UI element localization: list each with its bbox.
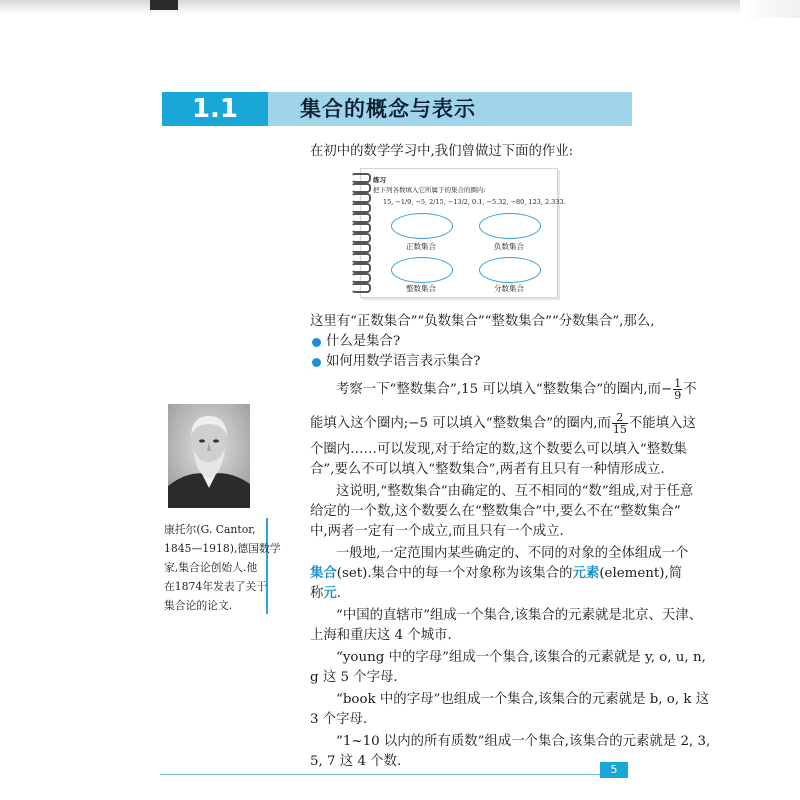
fraction-numerator: 2: [612, 412, 628, 424]
question-1: 什么是集合?: [326, 334, 401, 349]
text-line: g 这 5 个字母.: [310, 670, 398, 685]
fraction-denominator: 15: [612, 423, 627, 436]
text-segment: (element),简: [599, 566, 683, 581]
keyword-set: 集合: [310, 566, 337, 581]
text-segment: 能填入这个圈内;−5 可以填入“整数集合”的圈内,而: [310, 416, 611, 431]
text-line: 上海和重庆这 4 个城市.: [310, 628, 452, 643]
text-line: [310, 412, 696, 435]
sidebar-line: 1845—1918),德国数学: [164, 542, 281, 555]
fraction-neg-one-ninth: [673, 378, 682, 401]
page-number: 5: [600, 762, 628, 778]
text-line: 合”,要么不可以填入“整数集合”,两者有且只有一种情形成立.: [310, 462, 665, 477]
spiral-ring: [351, 233, 371, 243]
bullet-icon: [312, 338, 321, 347]
spiral-ring: [351, 213, 371, 223]
page-top-shadow: [0, 0, 800, 14]
sidebar-line: 集合论的论文.: [164, 599, 233, 612]
portrait-drawing: [168, 404, 250, 508]
text-line: “1~10 以内的所有质数”组成一个集合,该集合的元素就是 2, 3,: [336, 734, 711, 749]
text-segment: 不能填入这: [628, 416, 696, 431]
sidebar-line: 在1874年发表了关于: [164, 580, 268, 593]
bullet-icon: [312, 358, 321, 367]
text-line: 这里有“正数集合”“负数集合”“整数集合”“分数集合”,那么,: [310, 314, 655, 329]
negative-set-oval: [479, 213, 541, 239]
spiral-ring: [351, 193, 371, 203]
positive-set-oval: [391, 213, 453, 239]
spiral-ring: [351, 223, 371, 233]
text-line: [310, 584, 341, 604]
fraction-denominator: 9: [674, 389, 682, 402]
text-segment: 不: [683, 382, 697, 397]
fraction-numerator: 1: [674, 377, 682, 390]
exercise-numbers: 15, −1/9, −5, 2/15, −13/2, 0.1, −5.32, −80, 123, 2.333.: [383, 198, 566, 206]
fraction-two-fifteenths: [612, 412, 628, 435]
positive-set-label: 正数集合: [406, 242, 436, 251]
exercise-notebook: [360, 168, 566, 298]
minus-sign: −: [661, 382, 673, 397]
page-corner-mark: [150, 0, 178, 10]
section-title: 集合的概念与表示: [300, 97, 476, 121]
text-line: [310, 564, 682, 584]
text-line: “young 中的字母”组成一个集合,该集合的元素就是 y, o, u, n,: [336, 650, 706, 665]
text-line: 给定的一个数,这个数要么在“整数集合”中,要么不在“整数集合”: [310, 504, 681, 519]
keyword-element: 元素: [572, 566, 600, 581]
fraction-set-oval: [479, 257, 541, 283]
sidebar-line: 康托尔(G. Cantor,: [164, 523, 256, 536]
text-segment: .: [336, 586, 342, 601]
cantor-portrait: [168, 404, 250, 508]
spiral-ring: [351, 203, 371, 213]
spiral-ring: [351, 273, 371, 283]
intro-text: 在初中的数学学习中,我们曾做过下面的作业:: [310, 144, 574, 159]
footer-rule: [160, 774, 600, 775]
spiral-ring: [351, 283, 371, 293]
page-edge: [740, 0, 800, 18]
integer-set-oval: [391, 257, 453, 283]
spiral-ring: [351, 253, 371, 263]
text-line: 这说明,“整数集合”由确定的、互不相同的“数”组成,对于任意: [336, 484, 694, 499]
spiral-ring: [351, 173, 371, 183]
exercise-instruction: 把下列各数填入它所属于的集合的圈内:: [373, 186, 486, 194]
exercise-title: 练习: [373, 176, 386, 184]
sidebar-line: 家,集合论创始人.他: [164, 561, 258, 574]
integer-set-label: 整数集合: [406, 284, 436, 293]
spiral-ring: [351, 263, 371, 273]
text-line: 个圈内……可以发现,对于给定的数,这个数要么可以填入“整数集: [310, 442, 687, 457]
text-line: “book 中的字母”也组成一个集合,该集合的元素就是 b, o, k 这: [336, 692, 710, 707]
section-header: [162, 92, 632, 126]
keyword-elem-short: 元: [323, 586, 337, 601]
fraction-set-label: 分数集合: [494, 284, 524, 293]
spiral-ring: [351, 243, 371, 253]
text-segment: (set).集合中的每一个对象称为该集合的: [336, 566, 573, 581]
text-segment: 考察一下“整数集合”,15 可以填入“整数集合”的圈内,而: [336, 382, 662, 397]
spiral-ring: [351, 183, 371, 193]
text-line: 5, 7 这 4 个数.: [310, 754, 402, 769]
text-line: 3 个字母.: [310, 712, 368, 727]
negative-set-label: 负数集合: [494, 242, 524, 251]
question-2: 如何用数学语言表示集合?: [326, 354, 481, 369]
text-line: [336, 378, 697, 401]
text-line: 一般地,一定范围内某些确定的、不同的对象的全体组成一个: [336, 546, 689, 561]
text-segment: 称: [310, 586, 324, 601]
text-line: “中国的直辖市”组成一个集合,该集合的元素就是北京、天津、: [336, 608, 703, 623]
section-number: 1.1: [162, 92, 268, 126]
text-line: 中,两者一定有一个成立,而且只有一个成立.: [310, 524, 564, 539]
